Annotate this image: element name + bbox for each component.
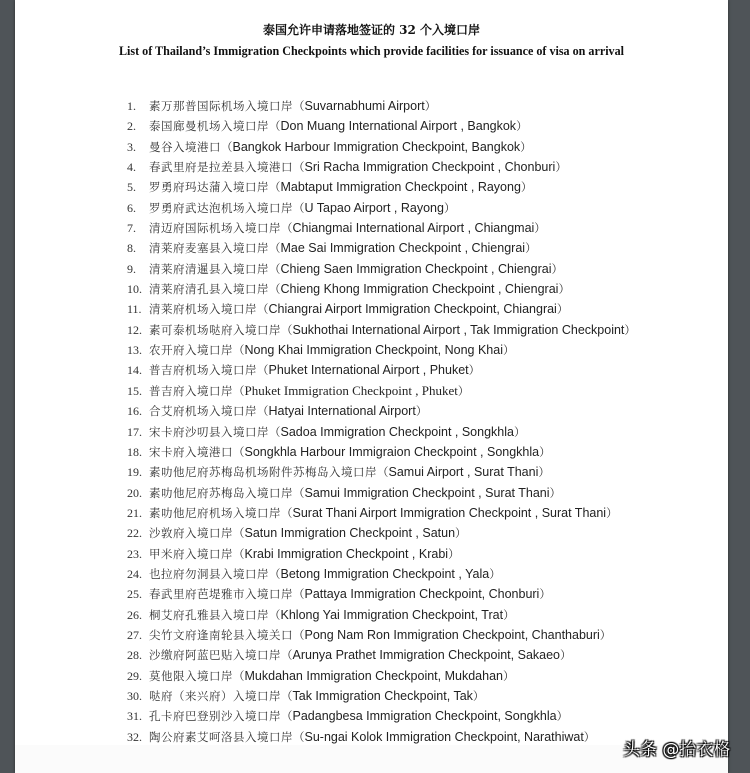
paren-open: （	[293, 587, 305, 602]
list-item	[127, 96, 636, 116]
item-name-zh: 素叻他尼府苏梅岛机场附件苏梅岛入境口岸	[149, 465, 377, 480]
item-name-zh: 沙缴府阿蓝巴贴入境口岸	[149, 648, 281, 663]
paren-open: （	[293, 627, 305, 642]
paren-close: ）	[457, 383, 470, 398]
paren-open: （	[281, 688, 293, 703]
item-number: 19.	[127, 465, 142, 480]
paren-open: （	[233, 383, 245, 398]
item-name-zh: 清迈府国际机场入境口岸	[149, 221, 281, 236]
item-name-zh: 甲米府入境口岸	[149, 546, 233, 561]
item-name-en: Hatyai International Airport	[268, 404, 416, 419]
item-number: 11.	[127, 302, 142, 317]
item-name-en: Nong Khai Immigration Checkpoint, Nong Khai	[244, 343, 503, 358]
paren-open: （	[293, 99, 305, 113]
item-name-en: Arunya Prathet Immigration Checkpoint, Sakaeo	[292, 648, 560, 663]
paren-open: （	[293, 729, 305, 744]
item-name-en: Tak Immigration Checkpoint, Tak	[292, 688, 473, 703]
list-item	[127, 422, 636, 442]
item-number: 25.	[127, 587, 142, 602]
item-name-en: Sadoa Immigration Checkpoint , Songkhla	[280, 424, 514, 439]
paren-open: （	[269, 261, 281, 276]
item-name-en: Mukdahan Immigration Checkpoint, Mukdahan	[244, 668, 503, 683]
list-item	[127, 381, 636, 401]
paren-open: （	[221, 139, 233, 154]
item-name-en: Sukhothai International Airport , Tak Immigration Checkpoint	[292, 322, 625, 337]
item-name-zh: 曼谷入境港口	[149, 139, 221, 154]
paren-close: ）	[443, 200, 456, 215]
item-name-zh: 清莱府清暹县入境口岸	[149, 261, 269, 276]
item-name-en: Phuket Immigration Checkpoint , Phuket	[244, 382, 458, 398]
item-name-zh: 尖竹文府逢南轮县入境关口	[149, 627, 293, 642]
item-name-en: Mabtaput Immigration Checkpoint , Rayong	[280, 180, 521, 195]
list-item	[127, 238, 636, 258]
paren-close: ）	[539, 444, 551, 459]
checkpoint-list	[127, 96, 636, 747]
paren-close: ）	[555, 160, 567, 175]
item-name-zh: 春武里府是拉差县入境港口	[149, 160, 293, 175]
paren-open: （	[269, 180, 281, 195]
paren-open: （	[257, 363, 269, 378]
item-name-zh: 宋卡府沙叨县入境口岸	[149, 424, 269, 439]
item-name-en: Samui Airport , Surat Thani	[388, 465, 539, 480]
item-number: 21.	[127, 505, 142, 520]
paren-open: （	[269, 607, 281, 622]
list-item	[127, 544, 636, 564]
paren-open: （	[281, 322, 293, 337]
paren-close: ）	[556, 709, 569, 724]
paren-close: ）	[583, 729, 596, 744]
paren-close: ）	[448, 546, 460, 561]
paren-close: ）	[560, 648, 572, 663]
paren-close: ）	[503, 607, 515, 622]
item-name-zh: 宋卡府入境港口	[149, 444, 233, 459]
list-item	[127, 584, 636, 604]
item-name-en: Phuket International Airport , Phuket	[268, 363, 469, 378]
paren-open: （	[293, 200, 305, 215]
list-item	[127, 177, 636, 197]
paren-open: （	[233, 546, 245, 561]
item-number: 31.	[127, 709, 142, 724]
paren-close: ）	[556, 302, 569, 317]
item-number: 28.	[127, 648, 142, 663]
list-item	[127, 645, 636, 665]
list-item	[127, 198, 636, 218]
item-name-zh: 普吉府机场入境口岸	[149, 363, 257, 378]
item-name-en: Krabi Immigration Checkpoint , Krabi	[244, 546, 449, 561]
item-name-zh: 素可泰机场哒府入境口岸	[149, 322, 281, 337]
page-bottom-area	[15, 745, 728, 773]
list-item	[127, 401, 636, 421]
item-name-zh: 合艾府机场入境口岸	[149, 404, 257, 419]
item-name-en: Mae Sai Immigration Checkpoint , Chiengrai	[280, 241, 526, 256]
item-name-zh: 素叻他尼府机场入境口岸	[149, 505, 281, 520]
item-name-zh: 桐艾府孔雅县入境口岸	[149, 607, 269, 622]
item-name-en: Samui Immigration Checkpoint , Surat Thani	[304, 485, 550, 500]
item-number: 26.	[127, 607, 142, 622]
item-number: 10.	[127, 282, 142, 297]
item-name-en: Chieng Saen Immigration Checkpoint , Chiengrai	[280, 261, 552, 276]
item-name-zh: 也拉府勿洞县入境口岸	[149, 566, 269, 581]
item-name-zh: 清莱府机场入境口岸	[149, 302, 257, 317]
paren-open: （	[281, 221, 293, 236]
paren-close: ）	[624, 322, 636, 337]
list-item	[127, 523, 636, 543]
paren-close: ）	[534, 221, 546, 236]
document-title-en: List of Thailand’s Immigration Checkpoints which provide facilities for issuance of visa on arrival	[118, 43, 625, 58]
list-item	[127, 503, 636, 523]
paren-close: ）	[489, 566, 501, 581]
item-name-zh: 素叻他尼府苏梅岛入境口岸	[149, 485, 293, 500]
item-number: 8.	[127, 241, 136, 256]
item-number: 18.	[127, 444, 142, 459]
item-name-en: Don Muang International Airport , Bangkok	[280, 119, 517, 134]
paren-close: ）	[538, 465, 550, 480]
list-item	[127, 218, 636, 238]
item-number: 16.	[127, 404, 142, 419]
item-name-zh: 罗勇府武达泡机场入境口岸	[149, 200, 293, 215]
list-item	[127, 727, 636, 747]
paren-open: （	[257, 302, 269, 317]
item-number: 20.	[127, 485, 142, 500]
item-name-en: Su-ngai Kolok Immigration Checkpoint, Narathiwat	[304, 729, 584, 744]
list-item	[127, 462, 636, 482]
item-name-zh: 沙敦府入境口岸	[149, 526, 233, 541]
item-name-zh: 罗勇府玛达蒲入境口岸	[149, 180, 269, 195]
paren-open: （	[281, 505, 293, 520]
item-name-en: Chiangrai Airport Immigration Checkpoint, Chiangrai	[268, 302, 557, 317]
item-name-zh: 哒府（来兴府）入境口岸	[149, 688, 281, 703]
paren-close: ）	[520, 139, 532, 154]
item-number: 3.	[127, 139, 136, 154]
list-item	[127, 564, 636, 584]
item-number: 13.	[127, 343, 142, 358]
paren-close: ）	[513, 424, 526, 439]
paren-open: （	[281, 709, 293, 724]
item-name-en: Betong Immigration Checkpoint , Yala	[280, 566, 490, 581]
list-item	[127, 259, 636, 279]
list-item	[127, 706, 636, 726]
item-number: 9.	[127, 261, 136, 276]
item-number: 12.	[127, 322, 142, 337]
item-name-en: Pattaya Immigration Checkpoint, Chonburi	[304, 587, 540, 602]
item-name-zh: 陶公府素艾呵洛县入境口岸	[149, 729, 293, 744]
paren-open: （	[269, 241, 281, 256]
list-item	[127, 137, 636, 157]
list-item	[127, 686, 636, 706]
paren-close: ）	[599, 627, 612, 642]
item-number: 23.	[127, 546, 142, 561]
item-number: 6.	[127, 200, 136, 215]
item-name-zh: 普吉府入境口岸	[149, 383, 233, 398]
paren-open: （	[269, 282, 281, 297]
paren-close: ）	[525, 241, 537, 256]
paren-open: （	[269, 119, 281, 134]
item-name-en: Satun Immigration Checkpoint , Satun	[244, 526, 456, 541]
item-number: 1.	[127, 99, 136, 113]
item-number: 17.	[127, 424, 142, 439]
paren-close: ）	[502, 343, 515, 358]
item-name-zh: 泰国廊曼机场入境口岸	[149, 119, 269, 134]
item-number: 4.	[127, 160, 136, 175]
paren-open: （	[269, 566, 281, 581]
document-title-zh: 泰国允许申请落地签证的 32 个入境口岸	[262, 23, 481, 37]
list-item	[127, 116, 636, 136]
paren-close: ）	[606, 505, 618, 520]
list-item	[127, 442, 636, 462]
item-number: 15.	[127, 383, 142, 398]
item-name-en: Bangkok Harbour Immigration Checkpoint, Bangkok	[232, 139, 521, 154]
paren-close: ）	[472, 688, 485, 703]
list-item	[127, 483, 636, 503]
item-number: 32.	[127, 729, 142, 744]
item-name-en: Pong Nam Ron Immigration Checkpoint, Chanthaburi	[304, 627, 600, 642]
paren-close: ）	[549, 485, 562, 500]
paren-open: （	[233, 343, 245, 358]
paren-close: ）	[455, 526, 467, 541]
list-item	[127, 340, 636, 360]
paren-open: （	[377, 465, 389, 480]
item-name-en: U Tapao Airport , Rayong	[304, 200, 444, 215]
item-name-en: Chieng Khong Immigration Checkpoint , Chiengrai	[280, 282, 559, 297]
paren-close: ）	[468, 363, 481, 378]
item-name-zh: 莫他限入境口岸	[149, 668, 233, 683]
paren-open: （	[257, 404, 269, 419]
item-number: 30.	[127, 688, 142, 703]
list-item	[127, 605, 636, 625]
item-number: 29.	[127, 668, 142, 683]
paren-open: （	[293, 485, 305, 500]
paren-close: ）	[424, 99, 437, 113]
paren-close: ）	[516, 119, 528, 134]
paren-close: ）	[551, 261, 563, 276]
item-name-en: Padangbesa Immigration Checkpoint, Songkhla	[292, 709, 557, 724]
paren-open: （	[269, 424, 281, 439]
item-name-zh: 农开府入境口岸	[149, 343, 233, 358]
paren-open: （	[281, 648, 293, 663]
item-name-zh: 清莱府清孔县入境口岸	[149, 282, 269, 297]
item-name-en: Khlong Yai Immigration Checkpoint, Trat	[280, 607, 504, 622]
item-number: 14.	[127, 363, 142, 378]
paren-close: ）	[502, 668, 515, 683]
list-item	[127, 320, 636, 340]
paren-open: （	[293, 160, 305, 175]
document-page	[15, 0, 731, 773]
item-name-zh: 清莱府麦塞县入境口岸	[149, 241, 269, 256]
paren-close: ）	[558, 282, 570, 297]
item-number: 24.	[127, 566, 142, 581]
item-name-en: Sri Racha Immigration Checkpoint , Chonburi	[304, 160, 556, 175]
item-number: 5.	[127, 180, 136, 195]
list-item	[127, 666, 636, 686]
list-item	[127, 279, 636, 299]
item-name-zh: 春武里府芭堤雅市入境口岸	[149, 587, 293, 602]
paren-close: ）	[539, 587, 551, 602]
item-name-zh: 孔卡府巴登别沙入境口岸	[149, 709, 281, 724]
list-item	[127, 360, 636, 380]
item-number: 22.	[127, 526, 142, 541]
paren-close: ）	[415, 404, 428, 419]
watermark: 头条 @抬衣格	[623, 740, 731, 760]
item-name-en: Surat Thani Airport Immigration Checkpoint , Surat Thani	[292, 505, 607, 520]
list-item	[127, 625, 636, 645]
list-item	[127, 157, 636, 177]
item-number: 27.	[127, 627, 142, 642]
paren-open: （	[233, 444, 245, 459]
item-number: 7.	[127, 221, 136, 236]
paren-open: （	[233, 526, 245, 541]
item-name-en: Chiangmai International Airport , Chiangmai	[292, 221, 535, 236]
item-name-en: Suvarnabhumi Airport	[304, 99, 425, 113]
item-number: 2.	[127, 119, 136, 134]
item-name-en: Songkhla Harbour Immigraion Checkpoint , Songkhla	[244, 444, 540, 459]
list-item	[127, 299, 636, 319]
paren-close: ）	[520, 180, 533, 195]
paren-open: （	[233, 668, 245, 683]
item-name-zh: 素万那普国际机场入境口岸	[149, 99, 293, 113]
